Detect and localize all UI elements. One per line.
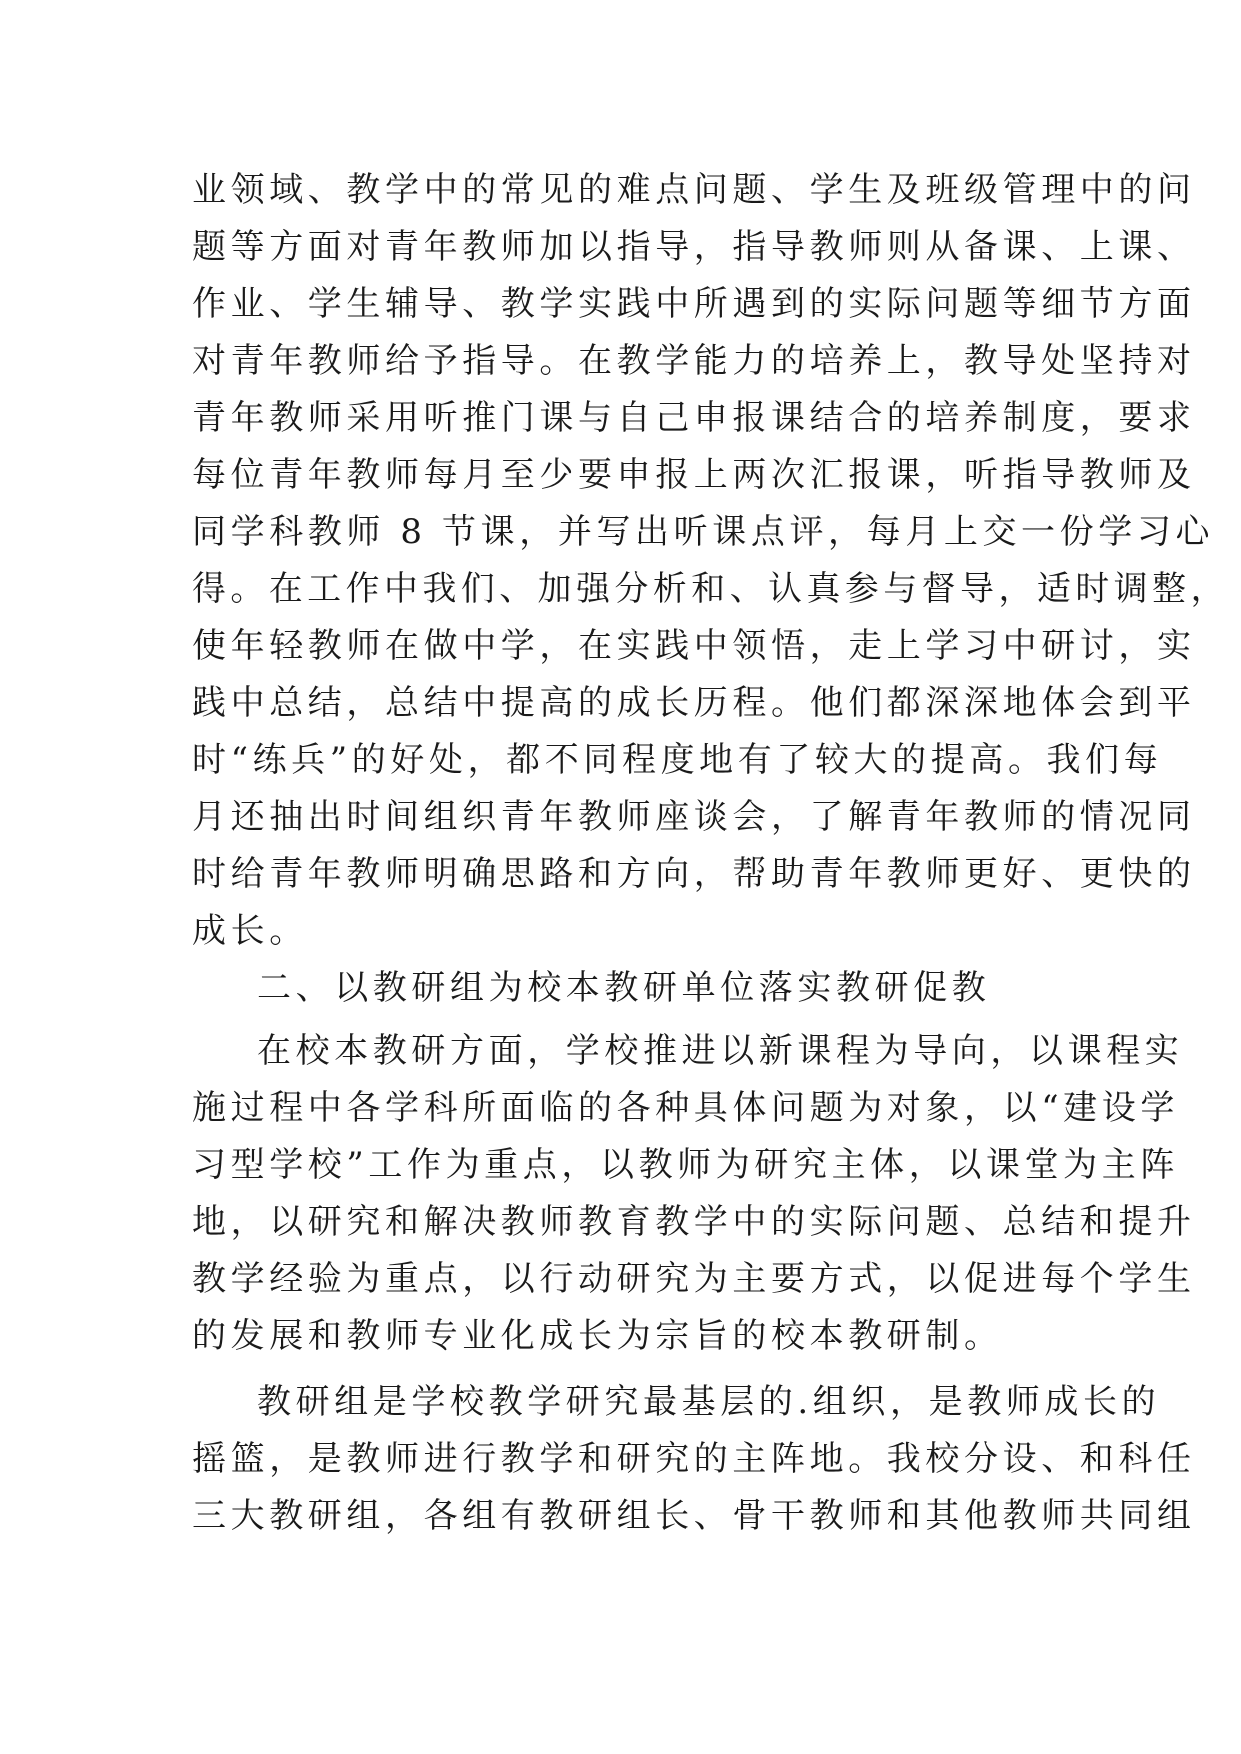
section-heading: 二、以教研组为校本教研单位落实教研促教 [257, 968, 991, 1008]
text-line: 同学科教师 8 节课，并写出听课点评，每月上交一份学习心 [192, 512, 1215, 552]
text-line: 作业、学生辅导、教学实践中所遇到的实际问题等细节方面 [192, 284, 1196, 324]
paragraph-first-line: 教研组是学校教学研究最基层的.组织，是教师成长的 [257, 1382, 1161, 1422]
text-line: 习型学校”工作为重点，以教师为研究主体，以课堂为主阵 [192, 1145, 1179, 1185]
text-line: 对青年教师给予指导。在教学能力的培养上，教导处坚持对 [192, 341, 1196, 381]
text-line: 三大教研组，各组有教研组长、骨干教师和其他教师共同组 [192, 1496, 1196, 1536]
text-line: 青年教师采用听推门课与自己申报课结合的培养制度，要求 [192, 398, 1196, 438]
text-line: 题等方面对青年教师加以指导，指导教师则从备课、上课、 [192, 227, 1196, 267]
text-line: 使年轻教师在做中学，在实践中领悟，走上学习中研讨，实 [192, 626, 1196, 666]
text-line: 时“练兵”的好处，都不同程度地有了较大的提高。我们每 [192, 740, 1163, 780]
text-line: 施过程中各学科所面临的各种具体问题为对象，以“建设学 [192, 1088, 1179, 1128]
text-line: 成长。 [192, 911, 308, 951]
paragraph-first-line: 在校本教研方面，学校推进以新课程为导向，以课程实 [257, 1031, 1184, 1071]
text-line: 得。在工作中我们、加强分析和、认真参与督导，适时调整， [192, 569, 1229, 609]
text-line: 践中总结，总结中提高的成长历程。他们都深深地体会到平 [192, 683, 1196, 723]
text-line: 每位青年教师每月至少要申报上两次汇报课，听指导教师及 [192, 455, 1196, 495]
text-line: 的发展和教师专业化成长为宗旨的校本教研制。 [192, 1316, 1003, 1356]
text-line: 时给青年教师明确思路和方向，帮助青年教师更好、更快的 [192, 854, 1196, 894]
text-line: 月还抽出时间组织青年教师座谈会，了解青年教师的情况同 [192, 797, 1196, 837]
text-line: 教学经验为重点，以行动研究为主要方式，以促进每个学生 [192, 1259, 1196, 1299]
text-line: 摇篮，是教师进行教学和研究的主阵地。我校分设、和科任 [192, 1439, 1196, 1479]
text-line: 地，以研究和解决教师教育教学中的实际问题、总结和提升 [192, 1202, 1196, 1242]
text-line: 业领域、教学中的常见的难点问题、学生及班级管理中的问 [192, 170, 1196, 210]
